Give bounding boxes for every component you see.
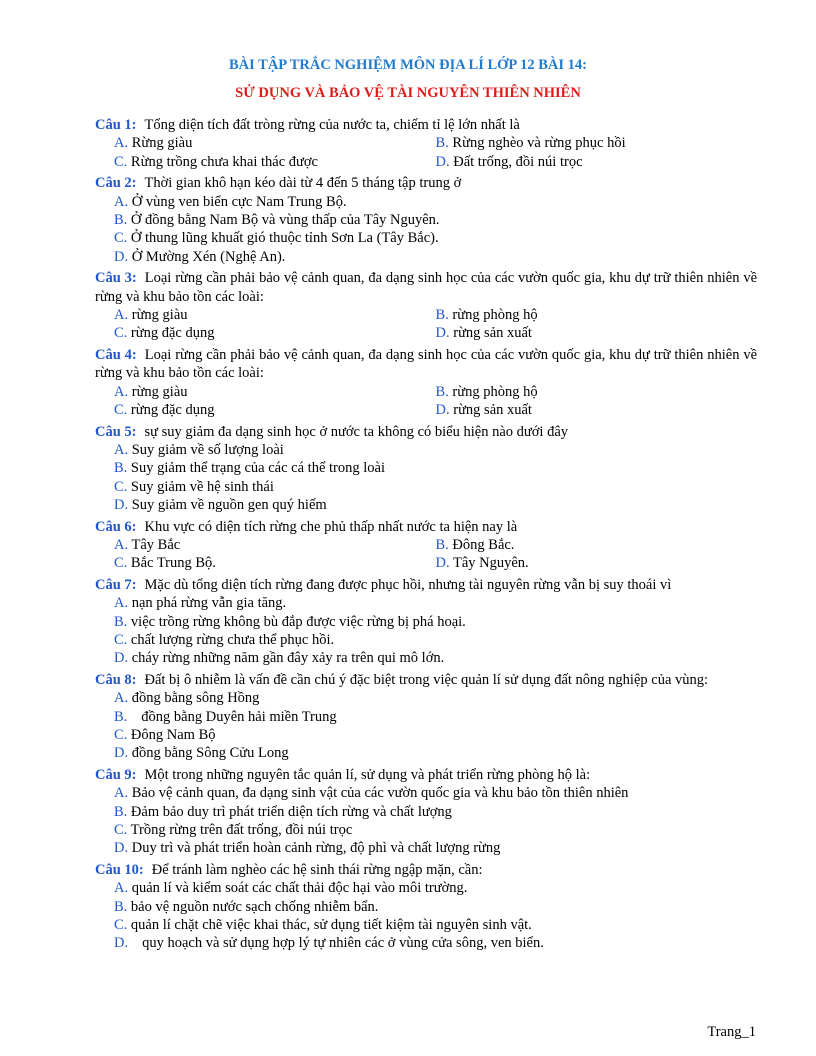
answer-option: [114, 153, 436, 171]
option-letter: A.: [114, 536, 129, 553]
question-label: Câu 9:: [95, 766, 137, 783]
option-letter: A.: [114, 383, 129, 400]
option-letter: C.: [114, 727, 128, 743]
option-letter: B.: [114, 613, 128, 630]
answer-option: [436, 306, 758, 324]
option-letter: C.: [114, 325, 128, 342]
question-text: Loại rừng cần phải bảo vệ cảnh quan, đa dạng sinh học của các vườn quốc gia, khu dự trữ thiên nhiên về rừng và khu bảo tồn các loài:: [95, 270, 758, 305]
answer-option: [114, 708, 337, 726]
option-letter: B.: [435, 383, 449, 400]
option-letter: B.: [435, 135, 449, 152]
question-stem: [95, 518, 757, 536]
option-text: rừng giàu: [131, 383, 188, 400]
option-text: chất lượng rừng chưa thể phục hồi.: [130, 631, 335, 648]
answer-options: [95, 536, 757, 573]
option-text: Tây Nguyên.: [452, 555, 529, 572]
option-letter: A.: [114, 135, 129, 152]
answer-option: [436, 536, 758, 554]
answer-options: [95, 306, 757, 343]
option-text: Đất trống, đồi núi trọc: [453, 153, 583, 170]
question-text: Khu vực có diện tích rừng che phủ thấp nhất nước ta hiện nay là: [144, 518, 518, 535]
question-4: [95, 346, 757, 420]
option-text: Suy giảm thể trạng của các cá thể trong loài: [130, 460, 385, 477]
answer-option: [114, 594, 286, 612]
question-label: Câu 6:: [95, 518, 137, 535]
option-letter: B.: [114, 460, 128, 477]
answer-option: [114, 193, 347, 211]
question-label: Câu 1:: [95, 117, 137, 133]
option-text: bảo vệ nguồn nước sạch chống nhiễm bẩn.: [130, 898, 379, 915]
answer-options: [95, 879, 757, 953]
answer-options: [95, 594, 757, 668]
answer-option: [114, 134, 436, 152]
question-stem: [95, 576, 757, 594]
document-title-line-2: SỬ DỤNG VÀ BẢO VỆ TÀI NGUYÊN THIÊN NHIÊN: [235, 85, 581, 101]
question-label: Câu 3:: [95, 270, 137, 287]
question-label: Câu 10:: [95, 861, 144, 878]
option-text: rừng đặc dụng: [130, 402, 215, 419]
option-letter: C.: [114, 631, 128, 648]
answer-options: [95, 689, 757, 763]
option-letter: C.: [114, 555, 128, 572]
option-text: quản lí chặt chẽ việc khai thác, sử dụng tiết kiệm tài nguyên sinh vật.: [130, 917, 532, 934]
answer-option: [114, 229, 439, 247]
option-letter: B.: [435, 536, 449, 553]
option-text: Tây Bắc: [131, 536, 181, 553]
answer-option: [114, 916, 532, 934]
question-2: [95, 174, 757, 266]
question-3: [95, 269, 757, 343]
question-text: sự suy giảm đa dạng sinh học ở nước ta không có biểu hiện nào dưới đây: [144, 423, 569, 440]
question-label: Câu 8:: [95, 671, 137, 688]
answer-option: [114, 441, 284, 459]
question-text: Để tránh làm nghèo các hệ sinh thái rừng ngập mặn, cần:: [151, 861, 483, 878]
option-letter: D.: [114, 248, 129, 265]
question-stem: [95, 346, 757, 383]
answer-options: [95, 383, 757, 420]
answer-option: [114, 324, 436, 342]
option-text: Ở thung lũng khuất gió thuộc tỉnh Sơn La (Tây Bắc).: [130, 230, 439, 247]
option-text: nạn phá rừng vẫn gia tăng.: [131, 595, 287, 612]
option-letter: C.: [114, 917, 128, 934]
question-list: [95, 116, 757, 953]
option-text: việc trồng rừng không bù đắp được việc rừng bị phá hoại.: [130, 613, 466, 630]
option-text: Rừng trồng chưa khai thác được: [130, 153, 318, 170]
option-text: Suy giảm về nguồn gen quý hiếm: [131, 497, 327, 514]
question-text: Loại rừng cần phải bảo vệ cảnh quan, đa dạng sinh học của các vườn quốc gia, khu dự trữ thiên nhiên về rừng và khu bảo tồn các loài:: [95, 346, 758, 382]
answer-option: [114, 211, 440, 229]
answer-option: [114, 744, 289, 762]
question-8: [95, 671, 757, 763]
answer-option: [114, 613, 466, 631]
option-text: Bảo vệ cảnh quan, đa dạng sinh vật của các vườn quốc gia và khu bảo tồn thiên nhiên: [131, 785, 629, 802]
option-letter: C.: [114, 822, 128, 839]
answer-option: [114, 306, 436, 324]
question-stem: [95, 269, 757, 306]
option-text: Suy giảm về số lượng loài: [131, 441, 284, 458]
answer-option: [114, 784, 628, 802]
option-letter: A.: [114, 595, 129, 612]
option-letter: D.: [114, 745, 129, 762]
option-text: rừng giàu: [131, 307, 188, 324]
document-title-line-1: BÀI TẬP TRẮC NGHIỆM MÔN ĐỊA LÍ LỚP 12 BÀI 14:: [229, 57, 587, 73]
question-text: Mặc dù tổng diện tích rừng đang được phục hồi, nhưng tài nguyên rừng vẫn bị suy thoái vì: [144, 576, 672, 593]
answer-option: [114, 879, 467, 897]
answer-options: [95, 193, 757, 267]
option-letter: B.: [114, 708, 128, 725]
option-letter: D.: [114, 497, 129, 514]
answer-option: [436, 134, 758, 152]
question-text: Thời gian khô hạn kéo dài từ 4 đến 5 tháng tập trung ở: [144, 175, 462, 192]
page-number: Trang_1: [707, 1024, 756, 1040]
option-letter: D.: [435, 153, 450, 170]
option-text: Ở Mường Xén (Nghệ An).: [131, 248, 286, 265]
option-text: Đông Bắc.: [452, 536, 515, 553]
question-label: Câu 4:: [95, 346, 137, 363]
question-stem: [95, 766, 757, 784]
question-7: [95, 576, 757, 668]
question-stem: [95, 671, 757, 689]
answer-option: [114, 496, 327, 514]
question-text: Một trong những nguyên tắc quản lí, sử dụng và phát triển rừng phòng hộ là:: [144, 766, 591, 783]
option-letter: A.: [114, 307, 129, 324]
option-text: đồng bằng Sông Cửu Long: [131, 745, 289, 762]
answer-option: [436, 554, 758, 572]
question-1: [95, 116, 757, 171]
option-letter: A.: [114, 690, 129, 707]
option-letter: C.: [114, 230, 128, 247]
option-text: đồng bằng sông Hồng: [131, 690, 260, 707]
answer-option: [436, 401, 758, 419]
option-letter: C.: [114, 402, 128, 419]
answer-options: [95, 441, 757, 515]
answer-option: [436, 153, 758, 171]
option-text: Suy giảm về hệ sinh thái: [130, 478, 274, 495]
option-letter: A.: [114, 193, 129, 210]
option-letter: D.: [114, 840, 129, 857]
option-letter: B.: [435, 307, 449, 324]
option-letter: C.: [114, 153, 128, 170]
option-letter: A.: [114, 441, 129, 458]
answer-option: [114, 459, 385, 477]
question-10: [95, 861, 757, 953]
option-letter: D.: [435, 555, 450, 572]
question-text: Tổng diện tích đất tròng rừng của nước ta, chiếm tỉ lệ lớn nhất là: [144, 117, 520, 133]
option-letter: C.: [114, 478, 128, 495]
answer-option: [114, 383, 436, 401]
option-text: Đảm bảo duy trì phát triển diện tích rừng và chất lượng: [130, 803, 452, 820]
question-label: Câu 5:: [95, 423, 137, 440]
option-letter: D.: [435, 325, 450, 342]
option-text: Ở đồng bằng Nam Bộ và vùng thấp của Tây Nguyên.: [130, 212, 440, 229]
option-letter: B.: [114, 212, 128, 229]
answer-option: [114, 554, 436, 572]
option-text: Đông Nam Bộ: [130, 727, 216, 743]
option-text: quy hoạch và sử dụng hợp lý tự nhiên các ở vùng cửa sông, ven biển.: [142, 935, 544, 952]
question-label: Câu 2:: [95, 175, 137, 192]
answer-option: [114, 536, 436, 554]
question-6: [95, 518, 757, 573]
option-text: rừng sản xuất: [453, 325, 532, 342]
question-9: [95, 766, 757, 858]
answer-option: [114, 649, 444, 667]
answer-option: [114, 821, 352, 839]
option-text: Trồng rừng trên đất trống, đồi núi trọc: [130, 822, 353, 839]
answer-option: [114, 689, 259, 707]
option-letter: B.: [114, 898, 128, 915]
answer-options: [95, 134, 757, 171]
option-text: rừng sản xuất: [453, 402, 532, 419]
option-text: Duy trì và phát triển hoàn cảnh rừng, độ phì và chất lượng rừng: [131, 840, 501, 857]
answer-option: [114, 478, 274, 496]
option-text: Bắc Trung Bộ.: [130, 555, 216, 572]
answer-option: [114, 248, 285, 266]
answer-option: [114, 726, 216, 744]
option-letter: A.: [114, 880, 129, 897]
question-stem: [95, 861, 757, 879]
option-letter: D.: [435, 402, 450, 419]
question-text: Đất bị ô nhiễm là vấn đề cần chú ý đặc biệt trong việc quản lí sử dụng đất nông nghiệp của vùng:: [144, 671, 709, 688]
option-letter: D.: [114, 650, 129, 667]
answer-option: [114, 898, 378, 916]
question-stem: [95, 174, 757, 192]
answer-option: [114, 803, 452, 821]
option-text: cháy rừng những năm gần đây xảy ra trên qui mô lớn.: [131, 650, 445, 667]
option-letter: A.: [114, 785, 129, 802]
option-text: đồng bằng Duyên hải miền Trung: [141, 708, 337, 725]
answer-option: [114, 401, 436, 419]
answer-option: [436, 324, 758, 342]
question-stem: [95, 116, 757, 134]
option-text: rừng phòng hộ: [452, 307, 538, 324]
answer-option: [114, 934, 544, 952]
option-text: Rừng giàu: [131, 135, 193, 152]
answer-options: [95, 784, 757, 858]
answer-option: [436, 383, 758, 401]
answer-option: [114, 839, 500, 857]
question-stem: [95, 423, 757, 441]
question-5: [95, 423, 757, 515]
option-text: Ở vùng ven biển cực Nam Trung Bộ.: [131, 193, 347, 210]
option-text: quản lí và kiểm soát các chất thải độc hại vào môi trường.: [131, 880, 468, 897]
question-label: Câu 7:: [95, 576, 137, 593]
option-letter: B.: [114, 803, 128, 820]
answer-option: [114, 631, 334, 649]
option-text: rừng đặc dụng: [130, 325, 215, 342]
option-text: Rừng nghèo và rừng phục hồi: [452, 135, 626, 152]
option-letter: D.: [114, 935, 129, 952]
option-text: rừng phòng hộ: [452, 383, 538, 400]
